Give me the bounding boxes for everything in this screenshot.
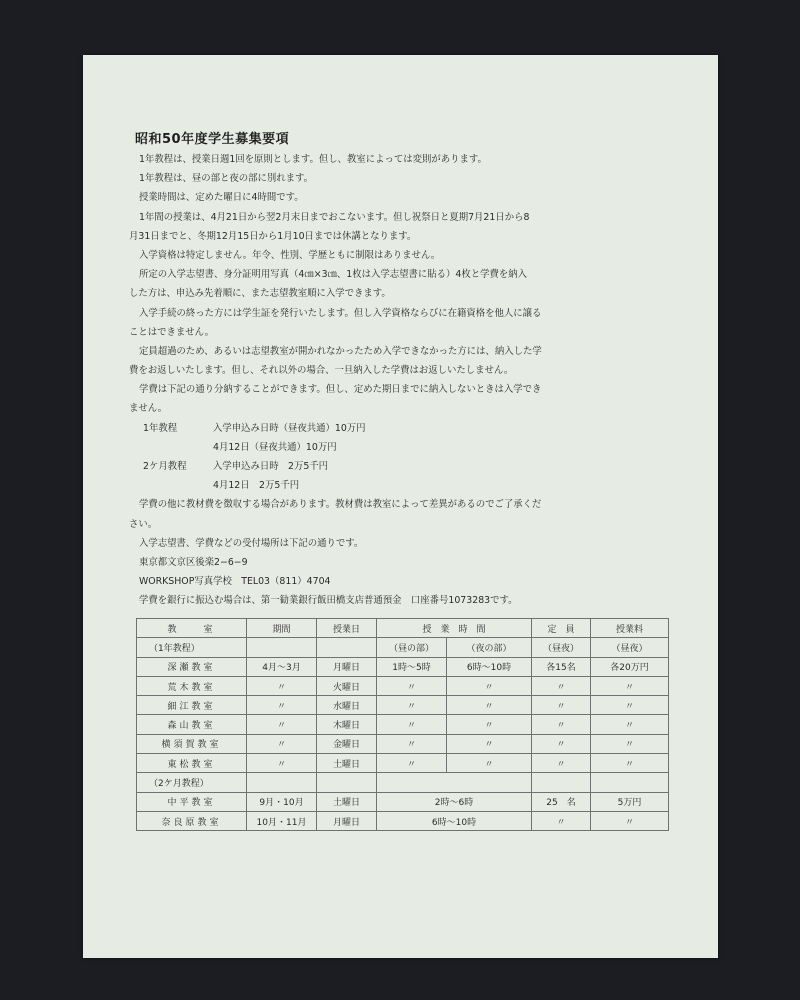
table-cell (317, 638, 377, 657)
period-cell: 4月〜3月 (247, 657, 317, 676)
text-line: 入学資格は特定しません。年令、性別、学歴ともに制限はありません。 (139, 249, 441, 261)
text-line: 定員超過のため、あるいは志望教室が開かれなかったため入学できなかった方には、納入した学 (139, 345, 542, 357)
classroom-name: 横須賀教室 (137, 734, 247, 753)
fee-row-course1 (129, 419, 677, 438)
period-cell: 9月・10月 (247, 792, 317, 811)
text-line: 入学手続の終った方には学生証を発行いたします。但し入学資格ならびに在籍資格を他人に譲る (139, 307, 542, 319)
section-label: （2ケ月教程） (137, 773, 247, 792)
capacity-cell: 〃 (532, 734, 591, 753)
classroom-name: 東松教室 (137, 754, 247, 773)
period-cell: 〃 (247, 715, 317, 734)
fee-course-label: 2ケ月教程 (143, 461, 187, 472)
fee-cell: 5万円 (591, 792, 669, 811)
day-time-cell: 〃 (377, 696, 447, 715)
section-label: （1年教程） (137, 638, 247, 657)
text-line: した方は、申込み先着順に、また志望教室順に入学できます。 (129, 288, 391, 300)
header-time: 授 業 時 間 (377, 619, 532, 638)
text-line: さい。 (129, 518, 158, 530)
table-cell (532, 773, 591, 792)
table-section-row (137, 773, 669, 792)
class-schedule-table (136, 618, 669, 831)
text-line: 1年間の授業は、4月21日から翌2月末日までおこないます。但し祝祭日と夏期7月21日から8 (139, 211, 530, 223)
table-row (137, 811, 669, 830)
classroom-name: 奈良原教室 (137, 811, 247, 830)
fee-cell: 各20万円 (591, 657, 669, 676)
table-subheader-row (137, 638, 669, 657)
table-row (137, 676, 669, 695)
header-period: 期間 (247, 619, 317, 638)
period-cell: 10月・11月 (247, 811, 317, 830)
fee-cell: 〃 (591, 676, 669, 695)
text-line: 授業時間は、定めた曜日に4時間です。 (139, 192, 304, 204)
text-line: ません。 (129, 403, 168, 415)
school-contact-line: WORKSHOP写真学校 TEL03（811）4704 (139, 576, 331, 588)
day-cell: 土曜日 (317, 792, 377, 811)
document-page (83, 55, 718, 958)
text-line: 入学志望書、学費などの受付場所は下記の通りです。 (139, 537, 364, 549)
fee-detail: 4月12日 2万5千円 (213, 480, 300, 492)
sub-night-part: （夜の部） (447, 638, 532, 657)
period-cell: 〃 (247, 676, 317, 695)
header-classroom: 教 室 (137, 619, 247, 638)
header-fee: 授業料 (591, 619, 669, 638)
header-capacity: 定 員 (532, 619, 591, 638)
table-cell (247, 773, 317, 792)
day-cell: 水曜日 (317, 696, 377, 715)
text-line: 学費の他に教材費を徴収する場合があります。教材費は教室によって差異があるのでご了承くだ (139, 499, 542, 511)
day-cell: 月曜日 (317, 657, 377, 676)
capacity-cell: 25 名 (532, 792, 591, 811)
table-header-row (137, 619, 669, 638)
table-row (137, 754, 669, 773)
fee-course-label: 1年教程 (143, 422, 178, 434)
day-cell: 金曜日 (317, 734, 377, 753)
day-cell: 土曜日 (317, 754, 377, 773)
period-cell: 〃 (247, 696, 317, 715)
capacity-cell: 〃 (532, 696, 591, 715)
fee-detail: 入学申込み日時（昼夜共通）10万円 (213, 422, 366, 434)
document-body (129, 150, 677, 611)
text-line: 1年教程は、授業日週1回を原則とします。但し、教室によっては変則があります。 (139, 154, 487, 165)
fee-detail: 入学申込み日時 2万5千円 (213, 461, 329, 472)
day-cell: 木曜日 (317, 715, 377, 734)
address-line: 東京都文京区後楽2−6−9 (139, 556, 248, 568)
night-time-cell: 〃 (447, 696, 532, 715)
text-line: 1年教程は、昼の部と夜の部に別れます。 (139, 173, 313, 185)
table-row (137, 657, 669, 676)
day-time-cell: 〃 (377, 734, 447, 753)
table-cell (591, 773, 669, 792)
fee-cell: 〃 (591, 811, 669, 830)
classroom-name: 細江教室 (137, 696, 247, 715)
period-cell: 〃 (247, 754, 317, 773)
text-line: 所定の入学志望書、身分証明用写真（4㎝×3㎝、1枚は入学志望書に貼る）4枚と学費を納入 (139, 269, 527, 281)
capacity-cell: 各15名 (532, 657, 591, 676)
classroom-name: 中平教室 (137, 792, 247, 811)
time-cell: 2時〜6時 (377, 792, 532, 811)
night-time-cell: 〃 (447, 715, 532, 734)
table-row (137, 734, 669, 753)
fee-row-course2 (129, 457, 677, 476)
header-day: 授業日 (317, 619, 377, 638)
night-time-cell: 6時〜10時 (447, 657, 532, 676)
fee-cell: 〃 (591, 734, 669, 753)
night-time-cell: 〃 (447, 676, 532, 695)
classroom-name: 森山教室 (137, 715, 247, 734)
day-time-cell: 〃 (377, 754, 447, 773)
classroom-name: 荒木教室 (137, 676, 247, 695)
capacity-cell: 〃 (532, 754, 591, 773)
bank-transfer-line: 学費を銀行に振込む場合は、第一勧業銀行飯田橋支店普通預金 口座番号1073283です。 (139, 595, 518, 607)
text-line: 費をお返しいたします。但し、それ以外の場合、一旦納入した学費はお返しいたしません。 (129, 365, 514, 377)
day-cell: 月曜日 (317, 811, 377, 830)
day-time-cell: 〃 (377, 676, 447, 695)
fee-detail: 4月12日（昼夜共通）10万円 (213, 441, 337, 453)
day-time-cell: 1時〜5時 (377, 657, 447, 676)
table-row (137, 715, 669, 734)
table-cell (317, 773, 377, 792)
day-time-cell: 〃 (377, 715, 447, 734)
time-cell: 6時〜10時 (377, 811, 532, 830)
fee-cell: 〃 (591, 696, 669, 715)
text-line: 月31日までと、冬期12月15日から1月10日までは休講となります。 (129, 230, 417, 242)
capacity-cell: 〃 (532, 811, 591, 830)
sub-fee: （昼夜） (591, 638, 669, 657)
fee-cell: 〃 (591, 715, 669, 734)
day-cell: 火曜日 (317, 676, 377, 695)
text-line: ことはできません。 (129, 326, 214, 338)
table-cell (247, 638, 317, 657)
table-row (137, 696, 669, 715)
table-row (137, 792, 669, 811)
night-time-cell: 〃 (447, 754, 532, 773)
table-cell (377, 773, 532, 792)
sub-day-part: （昼の部） (377, 638, 447, 657)
period-cell: 〃 (247, 734, 317, 753)
classroom-name: 深瀬教室 (137, 657, 247, 676)
capacity-cell: 〃 (532, 676, 591, 695)
page-title: 昭和50年度学生募集要項 (135, 132, 290, 147)
sub-capacity: （昼夜） (532, 638, 591, 657)
night-time-cell: 〃 (447, 734, 532, 753)
text-line: 学費は下記の通り分納することができます。但し、定めた期日までに納入しないときは入学でき (139, 384, 542, 396)
fee-cell: 〃 (591, 754, 669, 773)
capacity-cell: 〃 (532, 715, 591, 734)
